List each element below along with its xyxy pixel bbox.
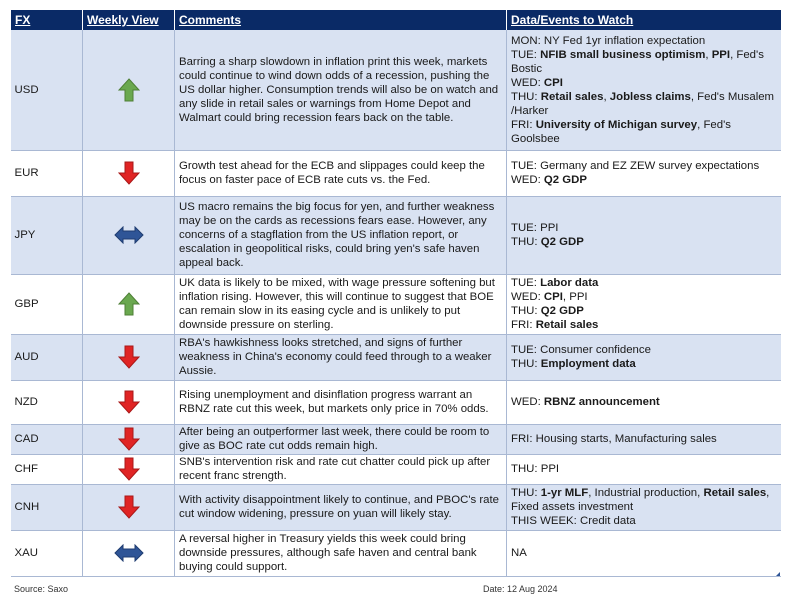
- weekly-view-cell: [83, 274, 175, 334]
- event-line: [511, 462, 777, 476]
- table-row: [11, 484, 781, 530]
- event-line: [511, 76, 777, 90]
- event-line: [511, 173, 777, 187]
- event-text: MON: NY Fed 1yr inflation expectation: [511, 34, 706, 47]
- comment-text: After being an outperformer last week, there could be room to give as BOC rate cut odds remain high.: [175, 424, 507, 454]
- table-row: [11, 150, 781, 196]
- event-text: THU:: [511, 236, 541, 248]
- event-text: WED:: [511, 291, 544, 303]
- event-line: [511, 159, 777, 173]
- event-text: , Industrial production,: [588, 487, 704, 499]
- event-text: , Fed's Musalem: [690, 90, 775, 103]
- event-line: [511, 500, 777, 514]
- event-text: /Harker: [511, 104, 549, 117]
- header-comments: Comments: [175, 10, 507, 30]
- down-arrow-icon: [118, 161, 140, 185]
- comment-text: A reversal higher in Treasury yields this week could bring downside pressures, although safe haven and central bank buying could support.: [175, 530, 507, 576]
- header-events: Data/Events to Watch: [507, 10, 781, 30]
- up-arrow-icon: [118, 292, 140, 316]
- event-text: THU:: [511, 358, 541, 370]
- table-row: [11, 454, 781, 484]
- header-weekly-view: Weekly View: [83, 10, 175, 30]
- source-note: Source: Saxo: [14, 584, 69, 594]
- event-text: THIS WEEK: Credit data: [511, 515, 636, 527]
- event-line: [511, 221, 777, 235]
- fx-currency: GBP: [11, 274, 83, 334]
- comment-text: With activity disappointment likely to continue, and PBOC's rate cut window widening, pressure on yuan will likely stay.: [175, 484, 507, 530]
- event-text: THU:: [511, 90, 541, 103]
- header-fx: FX: [11, 10, 83, 30]
- event-highlight: Q2 GDP: [540, 236, 584, 248]
- event-highlight: RBNZ announcement: [543, 396, 660, 408]
- event-line: [511, 546, 777, 560]
- table-header-row: [11, 10, 781, 30]
- event-text: WED:: [511, 396, 544, 408]
- event-highlight: Jobless claims: [609, 90, 691, 103]
- comment-text: Rising unemployment and disinflation progress warrant an RBNZ rate cut this week, but markets only price in 70% odds.: [175, 380, 507, 424]
- event-text: ,: [766, 487, 770, 499]
- weekly-view-cell: [83, 334, 175, 380]
- left-right-arrow-icon: [114, 226, 144, 244]
- event-highlight: CPI: [543, 291, 563, 303]
- event-line: [511, 304, 777, 318]
- fx-weekly-table: [10, 10, 781, 577]
- table-corner-mark: [776, 572, 780, 576]
- event-text: TUE:: [511, 277, 541, 289]
- event-text: ,: [603, 90, 610, 103]
- event-text: THU:: [511, 487, 541, 499]
- event-line: [511, 235, 777, 249]
- event-highlight: Q2 GDP: [540, 305, 584, 317]
- down-arrow-icon: [118, 457, 140, 481]
- event-highlight: Retail sales: [540, 90, 604, 103]
- table-row: [11, 380, 781, 424]
- fx-currency: NZD: [11, 380, 83, 424]
- comment-text: UK data is likely to be mixed, with wage pressure softening but inflation rising. However, this will continue to suggest that BOE can remain slow in its easing cycle and is unlikely to put downside pressure on sterling.: [175, 274, 507, 334]
- event-highlight: NFIB small business optimism: [540, 48, 706, 61]
- event-text: NA: [511, 547, 527, 559]
- event-line: [511, 118, 777, 132]
- fx-currency: JPY: [11, 196, 83, 274]
- event-line: [511, 514, 777, 528]
- event-text: TUE: Consumer confidence: [511, 344, 651, 356]
- events-cell: [507, 484, 781, 530]
- event-highlight: 1-yr MLF: [540, 487, 589, 499]
- event-text: Fixed assets investment: [511, 501, 634, 513]
- event-line: [511, 395, 777, 409]
- events-cell: [507, 424, 781, 454]
- fx-currency: CHF: [11, 454, 83, 484]
- table-row: [11, 196, 781, 274]
- fx-currency: CNH: [11, 484, 83, 530]
- event-text: WED:: [511, 174, 544, 186]
- event-highlight: Labor data: [540, 277, 599, 289]
- fx-currency: USD: [11, 30, 83, 150]
- date-note: Date: 12 Aug 2024: [483, 584, 558, 594]
- table-body: [11, 30, 781, 576]
- down-arrow-icon: [118, 495, 140, 519]
- event-highlight: Retail sales: [703, 487, 767, 499]
- event-text: FRI:: [511, 118, 536, 131]
- event-line: [511, 343, 777, 357]
- event-line: [511, 62, 777, 76]
- up-arrow-icon: [118, 78, 140, 102]
- down-arrow-icon: [118, 345, 140, 369]
- comment-text: Growth test ahead for the ECB and slippages could keep the focus on faster pace of ECB rate cuts vs. the Fed.: [175, 150, 507, 196]
- event-line: [511, 357, 777, 371]
- weekly-view-cell: [83, 380, 175, 424]
- event-text: Bostic: [511, 62, 543, 75]
- left-right-arrow-icon: [114, 544, 144, 562]
- comment-text: Barring a sharp slowdown in inflation print this week, markets could continue to wind down odds of a recession, pushing the US dollar higher. Consumption trends will also be on watch and any slide in retail sales or warnings from Home Depot and Walmart could bring recession fears back on the table.: [175, 30, 507, 150]
- table-row: [11, 424, 781, 454]
- weekly-view-cell: [83, 484, 175, 530]
- event-highlight: University of Michigan survey: [535, 118, 698, 131]
- events-cell: [507, 274, 781, 334]
- weekly-view-cell: [83, 30, 175, 150]
- event-line: [511, 318, 777, 332]
- weekly-view-cell: [83, 454, 175, 484]
- event-text: TUE:: [511, 48, 541, 61]
- event-text: TUE: PPI: [511, 222, 559, 234]
- event-text: THU:: [511, 305, 541, 317]
- event-highlight: CPI: [543, 76, 563, 89]
- weekly-view-cell: [83, 424, 175, 454]
- event-text: FRI: Housing starts, Manufacturing sales: [511, 433, 717, 445]
- event-highlight: PPI: [711, 48, 731, 61]
- event-line: [511, 34, 777, 48]
- events-cell: [507, 30, 781, 150]
- event-text: WED:: [511, 76, 544, 89]
- event-highlight: Q2 GDP: [543, 174, 587, 186]
- event-line: [511, 276, 777, 290]
- event-text: , Fed's: [697, 118, 731, 131]
- events-cell: [507, 454, 781, 484]
- event-text: Goolsbee: [511, 132, 560, 145]
- weekly-view-cell: [83, 150, 175, 196]
- event-line: [511, 104, 777, 118]
- comment-text: SNB's intervention risk and rate cut chatter could pick up after recent franc strength.: [175, 454, 507, 484]
- fx-currency: AUD: [11, 334, 83, 380]
- weekly-view-cell: [83, 196, 175, 274]
- down-arrow-icon: [118, 427, 140, 451]
- events-cell: [507, 380, 781, 424]
- events-cell: [507, 150, 781, 196]
- event-line: [511, 48, 777, 62]
- event-text: , PPI: [562, 291, 588, 303]
- table-row: [11, 274, 781, 334]
- table-row: [11, 530, 781, 576]
- fx-currency: EUR: [11, 150, 83, 196]
- event-line: [511, 486, 777, 500]
- event-highlight: Employment data: [540, 358, 636, 370]
- event-text: FRI:: [511, 319, 536, 331]
- events-cell: [507, 196, 781, 274]
- event-line: [511, 132, 777, 146]
- events-cell: [507, 530, 781, 576]
- event-line: [511, 90, 777, 104]
- event-highlight: Retail sales: [535, 319, 599, 331]
- event-text: THU: PPI: [511, 463, 560, 475]
- event-line: [511, 290, 777, 304]
- event-text: ,: [705, 48, 712, 61]
- events-cell: [507, 334, 781, 380]
- down-arrow-icon: [118, 390, 140, 414]
- table-row: [11, 30, 781, 150]
- weekly-view-cell: [83, 530, 175, 576]
- event-text: TUE: Germany and EZ ZEW survey expectations: [511, 160, 760, 172]
- event-line: [511, 432, 777, 446]
- event-text: , Fed's: [730, 48, 764, 61]
- fx-currency: CAD: [11, 424, 83, 454]
- table-row: [11, 334, 781, 380]
- fx-currency: XAU: [11, 530, 83, 576]
- comment-text: RBA's hawkishness looks stretched, and signs of further weakness in China's economy could feed through to a weaker Aussie.: [175, 334, 507, 380]
- comment-text: US macro remains the big focus for yen, and further weakness may be on the cards as recessions fears ease. However, any concerns of a stagflation from the US inflation report, or escalation in geopolitical risks, could bring yen's safe haven appeal back.: [175, 196, 507, 274]
